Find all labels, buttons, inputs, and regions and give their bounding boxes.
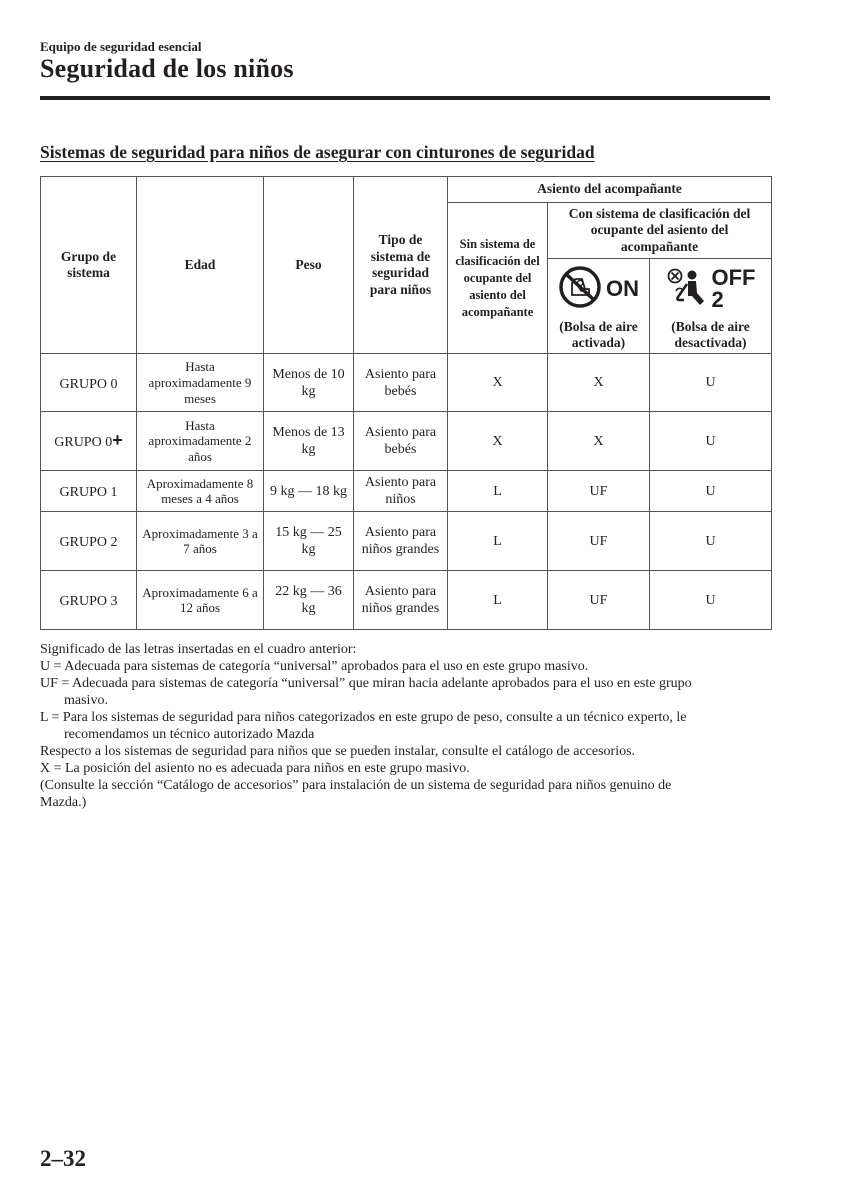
cell-peso: 22 kg — 36 kg: [264, 571, 354, 630]
legend-consulte: (Consulte la sección “Catálogo de accesorios” para instalación de un sistema de seguridad para niños genuino de: [40, 778, 672, 793]
legend-u: U = Adecuada para sistemas de categoría “universal” aprobados para el uso en este grupo masivo.: [40, 659, 589, 674]
table-row: [41, 412, 772, 471]
header-grupo: Grupo de sistema: [41, 177, 137, 354]
cell-peso: Menos de 13 kg: [264, 412, 354, 471]
off-number: 2: [711, 287, 724, 312]
child-seat-table: [40, 176, 772, 630]
legend-l: L = Para los sistemas de seguridad para niños categorizados en este grupo de peso, consulte a un técnico experto, le: [40, 710, 687, 725]
cell-on: UF: [548, 471, 650, 512]
table-row: [41, 471, 772, 512]
cell-tipo: Asiento para niños grandes: [354, 571, 448, 630]
cell-on: UF: [548, 571, 650, 630]
cell-sin: L: [448, 512, 548, 571]
cell-grupo: GRUPO 3: [41, 571, 137, 630]
legend-x: X = La posición del asiento no es adecuada para niños en este grupo masivo.: [40, 761, 470, 776]
cell-grupo: GRUPO 0+: [41, 412, 137, 471]
header-sin-sistema: Sin sistema de clasificación del ocupante del asiento del acompañante: [448, 203, 548, 354]
legend-uf-cont: masivo.: [64, 693, 108, 708]
header-airbag-on: [548, 259, 650, 354]
page-title: Seguridad de los niños: [40, 54, 294, 83]
cell-edad: Aproximadamente 6 a 12 años: [137, 571, 264, 630]
cell-edad: Aproximadamente 3 a 7 años: [137, 512, 264, 571]
cell-sin: X: [448, 354, 548, 412]
cell-off: U: [650, 354, 772, 412]
table-row: [41, 571, 772, 630]
on-label: ON: [606, 276, 639, 301]
cell-sin: L: [448, 571, 548, 630]
cell-peso: 15 kg — 25 kg: [264, 512, 354, 571]
title-rule: [40, 96, 770, 100]
cell-peso: Menos de 10 kg: [264, 354, 354, 412]
table-row: [41, 512, 772, 571]
plus-icon: +: [112, 430, 123, 451]
off-label: OFF: [711, 265, 756, 290]
legend: [40, 641, 775, 811]
cell-sin: L: [448, 471, 548, 512]
cell-grupo: GRUPO 0: [41, 354, 137, 412]
cell-on: UF: [548, 512, 650, 571]
cell-edad: Aproximadamente 8 meses a 4 años: [137, 471, 264, 512]
cell-peso: 9 kg — 18 kg: [264, 471, 354, 512]
cell-off: U: [650, 571, 772, 630]
legend-l-cont: recomendamos un técnico autorizado Mazda: [64, 727, 315, 742]
header-edad: Edad: [137, 177, 264, 354]
cell-off: U: [650, 512, 772, 571]
header-asiento: Asiento del acompañante: [448, 177, 772, 203]
cell-tipo: Asiento para niños: [354, 471, 448, 512]
cell-tipo: Asiento para bebés: [354, 412, 448, 471]
cell-grupo: GRUPO 2: [41, 512, 137, 571]
page-number: 2–32: [40, 1146, 86, 1171]
header-peso: Peso: [264, 177, 354, 354]
bolsa-activada-label: (Bolsa de aire activada): [559, 319, 638, 351]
passenger-airbag-off-icon: [666, 265, 708, 313]
cell-on: X: [548, 412, 650, 471]
cell-edad: Hasta aproximadamente 2 años: [137, 412, 264, 471]
legend-uf: UF = Adecuada para sistemas de categoría “universal” que miran hacia adelante aprobados para el uso en este grupo: [40, 676, 692, 691]
legend-intro: Significado de las letras insertadas en el cuadro anterior:: [40, 642, 357, 657]
subsection-title: Sistemas de seguridad para niños de asegurar con cinturones de seguridad: [40, 142, 595, 162]
cell-off: U: [650, 471, 772, 512]
table-row: [41, 354, 772, 412]
cell-grupo: GRUPO 1: [41, 471, 137, 512]
child-seat-airbag-on-icon: [558, 265, 602, 313]
legend-respecto: Respecto a los sistemas de seguridad para niños que se pueden instalar, consulte el catálogo de accesorios.: [40, 744, 636, 759]
cell-edad: Hasta aproximadamente 9 meses: [137, 354, 264, 412]
section-label: Equipo de seguridad esencial: [40, 39, 202, 54]
header-con-sistema: Con sistema de clasificación del ocupante del asiento del acompañante: [548, 203, 772, 259]
cell-sin: X: [448, 412, 548, 471]
cell-tipo: Asiento para bebés: [354, 354, 448, 412]
cell-tipo: Asiento para niños grandes: [354, 512, 448, 571]
header-tipo: Tipo de sistema de seguridad para niños: [354, 177, 448, 354]
bolsa-desactivada-label: (Bolsa de aire desactivada): [671, 319, 750, 351]
legend-consulte-cont: Mazda.): [40, 795, 87, 810]
cell-on: X: [548, 354, 650, 412]
header-airbag-off: [650, 259, 772, 354]
cell-off: U: [650, 412, 772, 471]
